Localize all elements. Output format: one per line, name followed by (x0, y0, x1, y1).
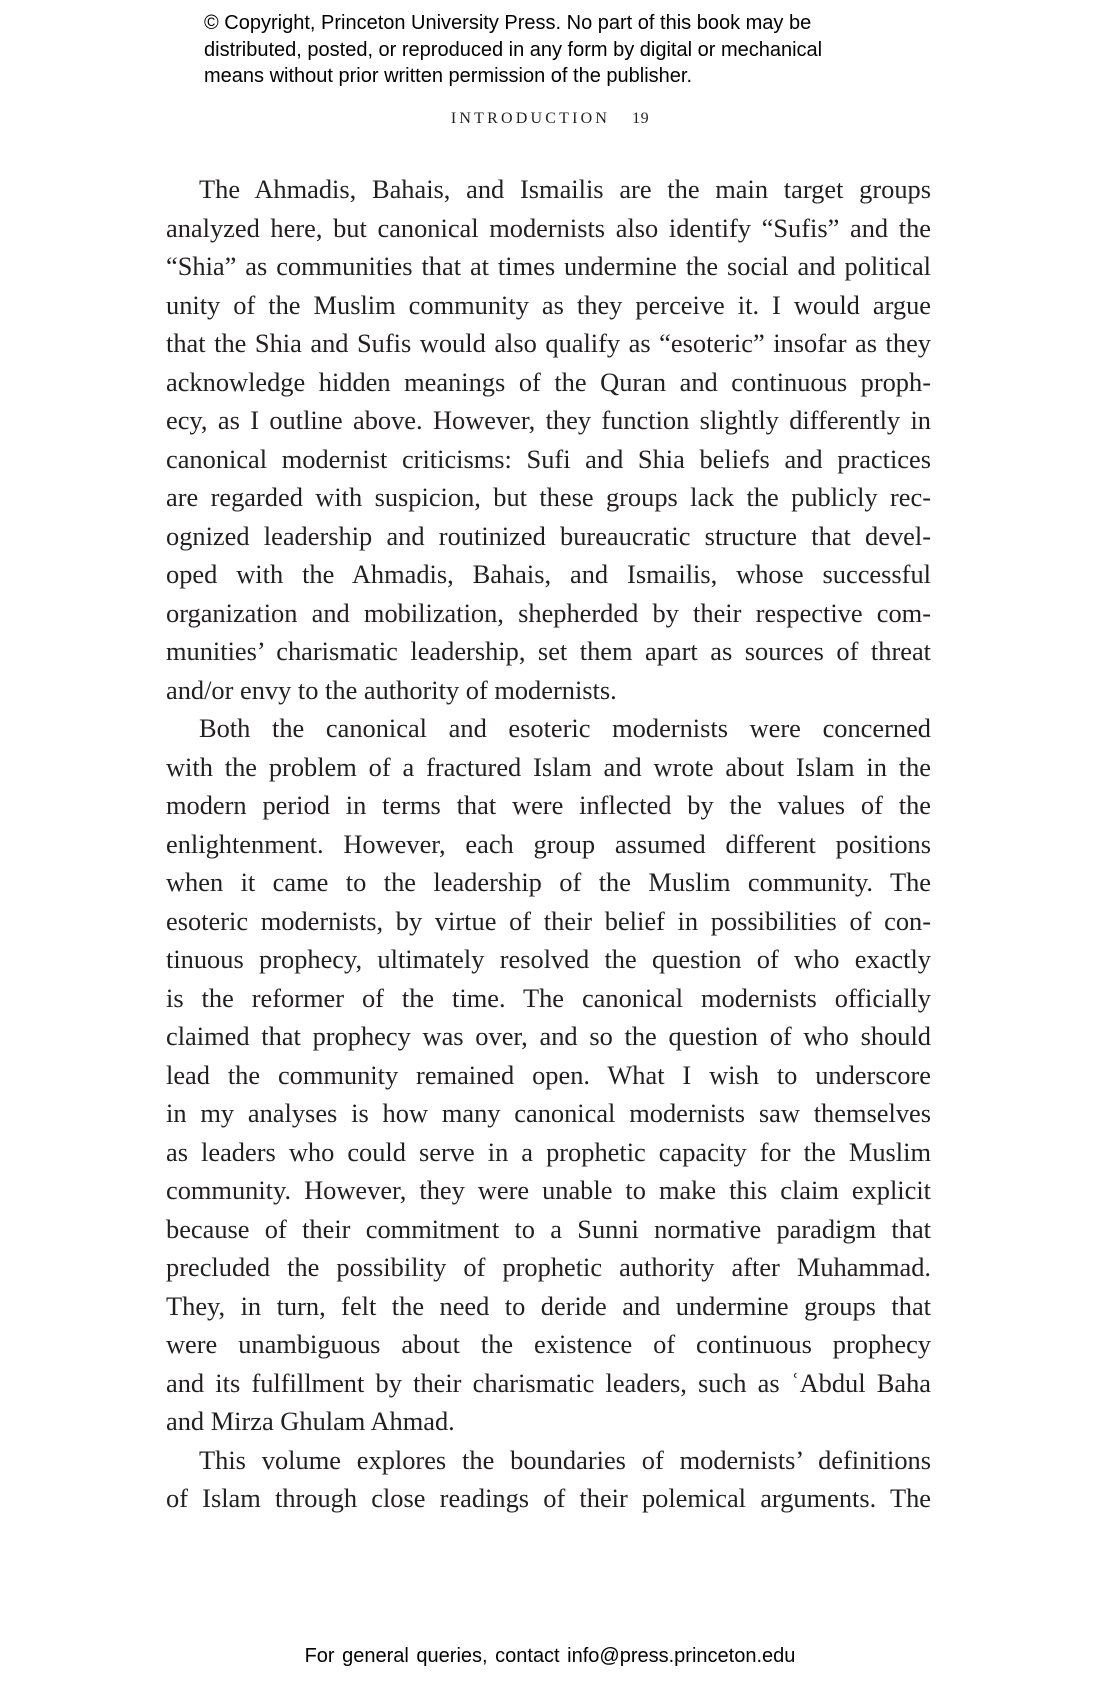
text-line: that the Shia and Sufis would also qualify as “esoteric” insofar as they (166, 328, 931, 358)
text-line: analyzed here, but canonical modernists also identify “Sufis” and the (166, 212, 931, 243)
copyright-line: © Copyright, Princeton University Press. No part of this book may be (204, 12, 812, 34)
body-text (166, 170, 931, 1518)
contact-footer: For general queries, contact info@press.princeton.edu (304, 1645, 796, 1667)
copyright-notice (204, 10, 924, 90)
text-line: They, in turn, felt the need to deride and undermine groups that (166, 1290, 931, 1321)
text-line: organization and mobilization, shepherded by their respective com- (166, 597, 931, 628)
copyright-line: distributed, posted, or reproduced in any form by digital or mechanical (204, 38, 823, 61)
text-line: when it came to the leadership of the Muslim community. The (166, 867, 931, 897)
text-line: The Ahmadis, Bahais, and Ismailis are the main target groups (199, 174, 931, 204)
text-line: lead the community remained open. What I wish to underscore (166, 1059, 931, 1090)
text-line: of Islam through close readings of their polemical arguments. The (166, 1483, 931, 1513)
text-line: “Shia” as communities that at times undermine the social and political (166, 251, 931, 281)
text-line: were unambiguous about the existence of continuous prophecy (166, 1329, 931, 1359)
text-line: This volume explores the boundaries of modernists’ definitions (199, 1444, 931, 1475)
text-line: in my analyses is how many canonical modernists saw themselves (166, 1098, 931, 1128)
text-line: because of their commitment to a Sunni normative paradigm that (166, 1213, 931, 1244)
text-line: are regarded with suspicion, but these groups lack the publicly rec- (166, 482, 931, 512)
text-line: tinuous prophecy, ultimately resolved the question of who exactly (166, 944, 931, 974)
text-line: ognized leadership and routinized bureaucratic structure that devel- (166, 520, 931, 551)
page-number: 19 (632, 110, 650, 127)
copyright-line: means without prior written permission of the publisher. (204, 65, 693, 87)
text-line: acknowledge hidden meanings of the Quran and continuous proph- (166, 366, 931, 397)
text-line: with the problem of a fractured Islam and wrote about Islam in the (166, 751, 931, 782)
text-line: ecy, as I outline above. However, they function slightly differently in (166, 405, 931, 435)
text-line: oped with the Ahmadis, Bahais, and Ismailis, whose successful (166, 559, 931, 589)
text-line: and its fulfillment by their charismatic leaders, such as ʿAbdul Baha (166, 1367, 931, 1398)
text-line: Both the canonical and esoteric modernists were concerned (199, 713, 931, 743)
text-line: is the reformer of the time. The canonical modernists officially (166, 982, 931, 1013)
running-head (0, 110, 1100, 128)
text-line: canonical modernist criticisms: Sufi and Shia beliefs and practices (166, 443, 931, 474)
text-line: claimed that prophecy was over, and so the question of who should (166, 1021, 931, 1051)
text-line: enlightenment. However, each group assumed different positions (166, 828, 931, 859)
text-line: precluded the possibility of prophetic authority after Muhammad. (166, 1252, 931, 1282)
text-line: as leaders who could serve in a prophetic capacity for the Muslim (166, 1136, 931, 1167)
text-line: and Mirza Ghulam Ahmad. (166, 1406, 455, 1436)
chapter-title: INTRODUCTION (450, 110, 611, 127)
text-line: munities’ charismatic leadership, set them apart as sources of threat (166, 636, 931, 666)
text-line: unity of the Muslim community as they perceive it. I would argue (166, 289, 931, 320)
text-line: esoteric modernists, by virtue of their belief in possibilities of con- (166, 905, 931, 936)
text-line: and/or envy to the authority of modernists. (166, 674, 617, 705)
text-line: modern period in terms that were inflected by the values of the (166, 790, 931, 820)
text-line: community. However, they were unable to make this claim explicit (166, 1175, 931, 1205)
